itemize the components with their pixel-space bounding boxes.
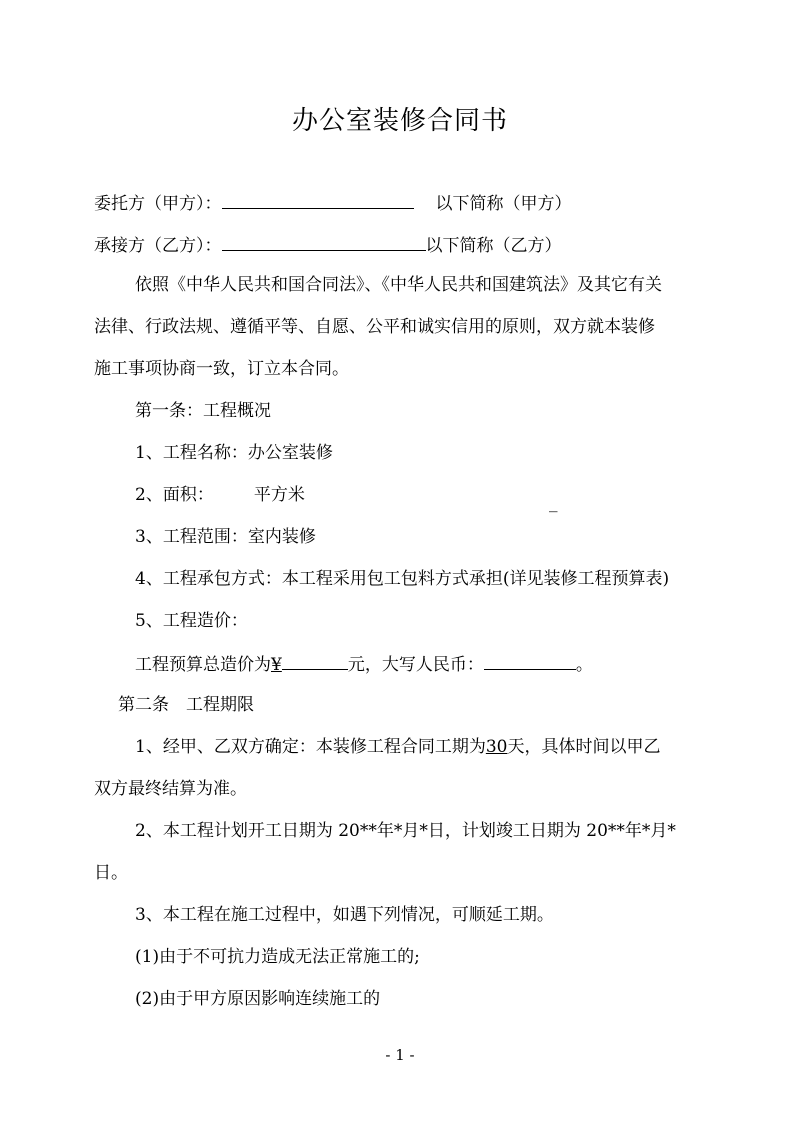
party-b-blank — [222, 232, 426, 251]
party-b-label: 承接方（乙方）： — [94, 236, 222, 256]
party-a-suffix: 以下简称（甲方） — [435, 194, 572, 214]
party-a-blank — [222, 190, 414, 209]
duration-days: 30 — [485, 737, 508, 757]
article-2-item-2-line-2: 日。 — [94, 863, 128, 883]
article-1-item-4: 4、工程承包方式：本工程采用包工包料方式承担(详见装修工程预算表) — [135, 569, 670, 589]
preamble-line-2: 法律、行政法规、遵循平等、自愿、公平和诚实信用的原则，双方就本装修 — [94, 317, 655, 337]
article-2-sub-1: (1)由于不可抗力造成无法正常施工的; — [135, 947, 420, 967]
area-label: 2、面积： — [135, 485, 214, 505]
page-number: - 1 - — [385, 1046, 415, 1064]
article-2-item-3: 3、本工程在施工过程中，如遇下列情况，可顺延工期。 — [135, 905, 554, 925]
preamble-line-1: 依照《中华人民共和国合同法》、《中华人民共和国建筑法》及其它有关 — [135, 275, 662, 295]
preamble-line-3: 施工事项协商一致，订立本合同。 — [94, 359, 349, 379]
article-1-heading: 第一条：工程概况 — [135, 401, 271, 421]
article-1-item-2 — [135, 483, 305, 507]
duration-suffix: 天，具体时间以甲乙 — [507, 737, 661, 757]
budget-middle: 元，大写人民币： — [347, 655, 484, 675]
party-a-label: 委托方（甲方）： — [94, 194, 222, 214]
article-2-item-1 — [135, 735, 660, 759]
article-1-item-1: 1、工程名称：办公室装修 — [135, 443, 333, 463]
currency-symbol: ¥ — [271, 655, 282, 675]
budget-prefix: 工程预算总造价为 — [135, 655, 271, 675]
party-a-line — [94, 190, 572, 216]
article-2-item-1-line-2: 双方最终结算为准。 — [94, 779, 247, 799]
article-1-item-3: 3、工程范围：室内装修 — [135, 527, 316, 547]
article-2-item-2: 2、本工程计划开工日期为 20**年*月*日，计划竣工日期为 20**年*月* — [135, 821, 676, 841]
budget-amount-blank — [282, 651, 348, 670]
party-b-line — [94, 232, 562, 258]
document-title: 办公室装修合同书 — [291, 106, 508, 136]
budget-words-blank — [484, 651, 576, 670]
stray-underscore: _ — [549, 493, 558, 513]
party-b-suffix: 以下简称（乙方） — [425, 236, 562, 256]
article-2-sub-2: (2)由于甲方原因影响连续施工的 — [135, 989, 381, 1009]
article-1-item-5: 5、工程造价： — [135, 611, 248, 631]
area-unit: 平方米 — [253, 485, 305, 505]
budget-end: 。 — [575, 655, 593, 675]
budget-line — [135, 651, 593, 677]
article-2-heading: 第二条 工程期限 — [118, 695, 254, 715]
duration-prefix: 1、经甲、乙双方确定：本装修工程合同工期为 — [135, 737, 486, 757]
